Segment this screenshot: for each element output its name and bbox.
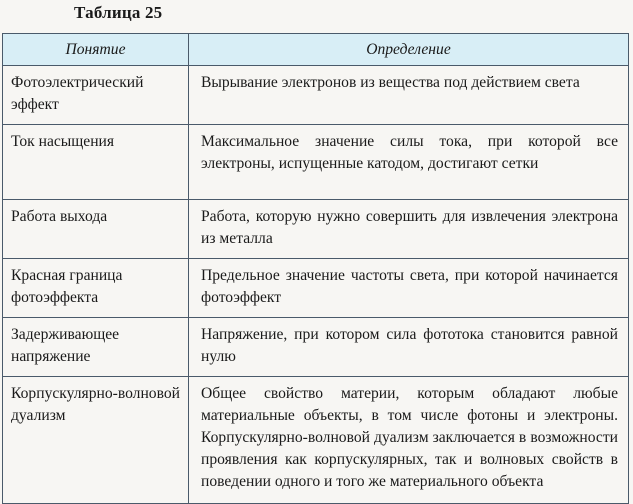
- definition-text: Работа, которую нужно совершить для извлечения электрона из металла: [201, 208, 618, 247]
- term-text: Работа выхода: [11, 208, 108, 225]
- term-cell: [3, 200, 189, 259]
- table-row: [3, 377, 629, 504]
- table-caption: Таблица 25: [74, 3, 163, 22]
- table-row: [3, 66, 629, 125]
- definition-cell: [189, 200, 629, 259]
- definition-text: Максимальное значение силы тока, при которой все электроны, испущенные катодом, достигают сетки: [201, 133, 618, 172]
- definition-cell: [189, 377, 629, 504]
- definition-cell: [189, 318, 629, 377]
- definition-text: Напряжение, при котором сила фототока становится равной нулю: [201, 326, 618, 365]
- term-cell: [3, 377, 189, 504]
- term-cell: [3, 259, 189, 318]
- definition-text: Общее свойство материи, которым обладают любые материальные объекты, в том числе фотоны и электроны. Корпускулярно-волновой дуализм заключается в возможности проявления как корпускулярных, так и волновых свойств в поведении одного и того же материального объекта: [201, 385, 618, 490]
- table-row: [3, 200, 629, 259]
- term-text: Ток насыщения: [11, 133, 115, 150]
- term-text: Корпускулярно-волновой дуализм: [11, 385, 181, 424]
- term-cell: [3, 66, 189, 125]
- table-header: [3, 34, 629, 66]
- term-cell: [3, 318, 189, 377]
- table-row: [3, 125, 629, 200]
- definition-cell: [189, 66, 629, 125]
- header-concept: Понятие: [3, 34, 189, 66]
- term-cell: [3, 125, 189, 200]
- header-definition: Определение: [189, 34, 629, 66]
- term-text: Красная граница фотоэффекта: [11, 267, 123, 306]
- definitions-table: [2, 33, 629, 504]
- definition-text: Предельное значение частоты света, при которой начинается фотоэффект: [201, 267, 618, 306]
- table-row: [3, 259, 629, 318]
- definition-text: Вырывание электронов из вещества под действием света: [201, 74, 580, 91]
- definition-cell: [189, 125, 629, 200]
- term-text: Фотоэлектрический эффект: [11, 74, 144, 113]
- table-body: [3, 66, 629, 504]
- definition-cell: [189, 259, 629, 318]
- term-text: Задерживающее напряжение: [11, 326, 120, 365]
- table-row: [3, 318, 629, 377]
- table-header-row: [3, 34, 629, 66]
